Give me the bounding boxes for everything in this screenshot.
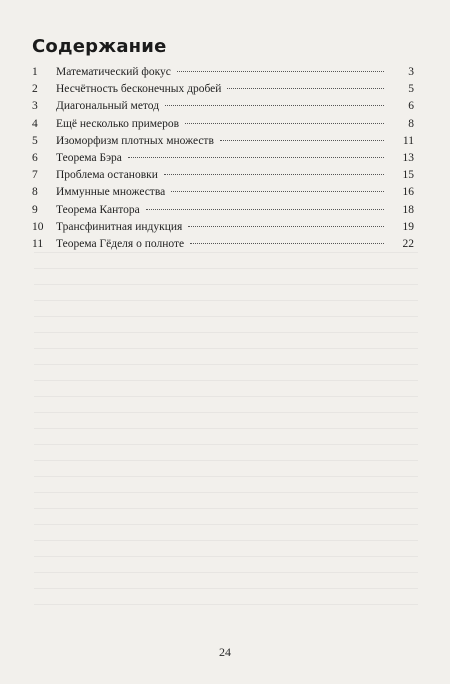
toc-entry-page: 18: [402, 203, 414, 216]
toc-entry-number: 10: [32, 220, 44, 233]
toc-entry: [32, 66, 414, 83]
toc-leader-dots: [177, 71, 384, 72]
toc-entry-page: 22: [402, 237, 414, 250]
toc-entry-number: 3: [32, 100, 38, 113]
toc-entry-page: 13: [402, 151, 414, 164]
toc-entry-number: 2: [32, 83, 38, 96]
toc-entry-number: 9: [32, 203, 38, 216]
toc-entry: [32, 186, 414, 203]
toc-entry: [32, 83, 414, 100]
toc-entry-title: Теорема Кантора: [56, 203, 140, 216]
toc-entry-title: Математический фокус: [56, 66, 171, 78]
toc-entry-page: 15: [402, 169, 414, 182]
toc-heading: Содержание: [32, 36, 167, 57]
toc-entry-title: Трансфинитная индукция: [56, 220, 183, 233]
toc-entry-page: 19: [402, 220, 414, 233]
toc-leader-dots: [146, 209, 384, 210]
toc-entry-title: Ещё несколько примеров: [56, 117, 180, 130]
toc-entry-title: Иммунные множества: [56, 186, 166, 199]
toc-entry: [32, 221, 414, 238]
toc-entry-number: 8: [32, 186, 38, 199]
toc-entry-number: 11: [32, 237, 44, 250]
toc-entry-number: 1: [32, 66, 38, 78]
toc-leader-dots: [164, 174, 384, 175]
toc-entry: [32, 169, 414, 186]
toc-entry: [32, 118, 414, 135]
toc-leader-dots: [188, 226, 384, 227]
toc-leader-dots: [227, 88, 384, 89]
toc-entry-title: Теорема Бэра: [56, 151, 122, 164]
toc-leader-dots: [171, 191, 384, 192]
toc-entry: [32, 135, 414, 152]
toc-entry-page: 11: [402, 134, 414, 147]
toc-entry-title: Изоморфизм плотных множеств: [56, 134, 214, 147]
toc-entry-title: Теорема Гёделя о полноте: [56, 237, 185, 250]
toc-entry-title: Проблема остановки: [56, 169, 158, 182]
toc-entry: [32, 100, 414, 117]
toc-leader-dots: [185, 123, 384, 124]
toc-leader-dots: [190, 243, 384, 244]
toc-leader-dots: [165, 105, 384, 106]
toc-entry-number: 4: [32, 117, 38, 130]
page-number: 24: [219, 645, 231, 659]
toc-leader-dots: [220, 140, 384, 141]
toc-entry-page: 3: [408, 66, 414, 78]
toc-entry-page: 6: [408, 100, 414, 113]
toc-entry-title: Диагональный метод: [56, 100, 160, 113]
toc-entry-page: 16: [402, 186, 414, 199]
toc-entry-number: 6: [32, 151, 38, 164]
toc-list: [32, 66, 414, 255]
toc-entry-page: 5: [408, 83, 414, 96]
toc-leader-dots: [128, 157, 384, 158]
toc-entry: [32, 204, 414, 221]
toc-entry-number: 5: [32, 134, 38, 147]
toc-entry-title: Несчётность бесконечных дробей: [56, 83, 222, 96]
toc-entry: [32, 152, 414, 169]
toc-entry-number: 7: [32, 169, 38, 182]
toc-entry-page: 8: [408, 117, 414, 130]
